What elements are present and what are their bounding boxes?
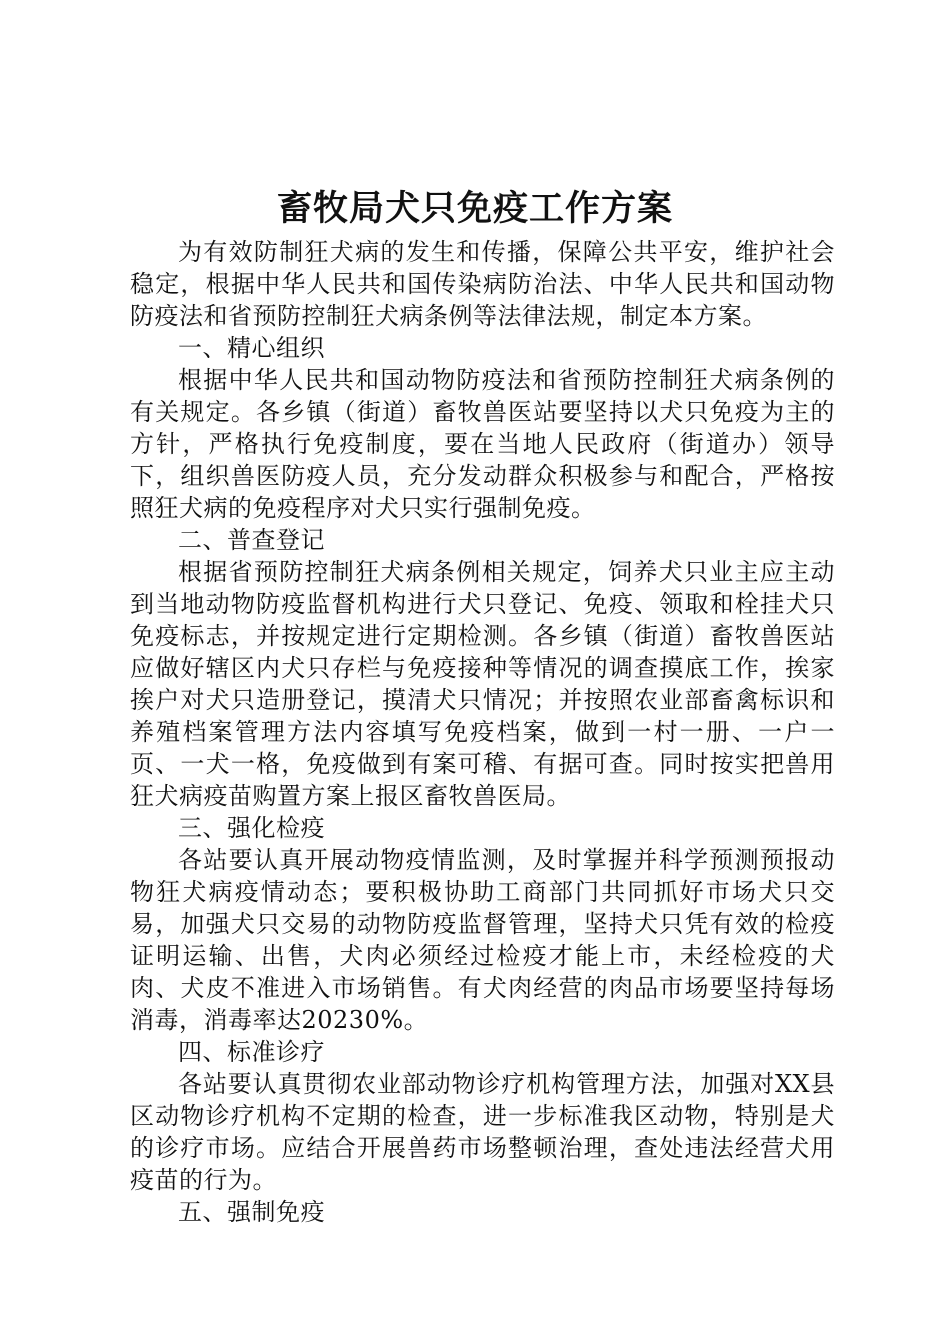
section-paragraph-4: 各站要认真贯彻农业部动物诊疗机构管理方法，加强对XX县区动物诊疗机构不定期的检查，进一步标准我区动物，特别是犬的诊疗市场。应结合开展兽药市场整顿治理，查处违法经营犬用疫苗的行为。	[130, 1070, 835, 1194]
section-heading-4: 四、标准诊疗	[178, 1038, 325, 1066]
section-heading-3: 三、强化检疫	[178, 814, 325, 842]
document-body	[130, 236, 835, 1228]
section-heading-1: 一、精心组织	[178, 334, 325, 362]
intro-paragraph: 为有效防制狂犬病的发生和传播，保障公共平安，维护社会稳定，根据中华人民共和国传染病防治法、中华人民共和国动物防疫法和省预防控制狂犬病条例等法律法规，制定本方案。	[130, 238, 835, 330]
section-paragraph-2: 根据省预防控制狂犬病条例相关规定，饲养犬只业主应主动到当地动物防疫监督机构进行犬只登记、免疫、领取和栓挂犬只免疫标志，并按规定进行定期检测。各乡镇（街道）畜牧兽医站应做好辖区内犬只存栏与免疫接种等情况的调查摸底工作，挨家挨户对犬只造册登记，摸清犬只情况；并按照农业部畜禽标识和养殖档案管理方法内容填写免疫档案，做到一村一册、一户一页、一犬一格，免疫做到有案可稽、有据可查。同时按实把兽用狂犬病疫苗购置方案上报区畜牧兽医局。	[130, 558, 835, 810]
section-heading-2: 二、普查登记	[178, 526, 325, 554]
section-paragraph-1: 根据中华人民共和国动物防疫法和省预防控制狂犬病条例的有关规定。各乡镇（街道）畜牧兽医站要坚持以犬只免疫为主的方针，严格执行免疫制度，要在当地人民政府（街道办）领导下，组织兽医防疫人员，充分发动群众积极参与和配合，严格按照狂犬病的免疫程序对犬只实行强制免疫。	[130, 366, 835, 522]
document-title: 畜牧局犬只免疫工作方案	[276, 188, 673, 229]
section-heading-5: 五、强制免疫	[178, 1198, 325, 1226]
section-paragraph-3: 各站要认真开展动物疫情监测，及时掌握并科学预测预报动物狂犬病疫情动态；要积极协助工商部门共同抓好市场犬只交易，加强犬只交易的动物防疫监督管理，坚持犬只凭有效的检疫证明运输、出售，犬肉必须经过检疫才能上市，未经检疫的犬肉、犬皮不准进入市场销售。有犬肉经营的肉品市场要坚持每场消毒，消毒率达20230%。	[130, 846, 835, 1034]
